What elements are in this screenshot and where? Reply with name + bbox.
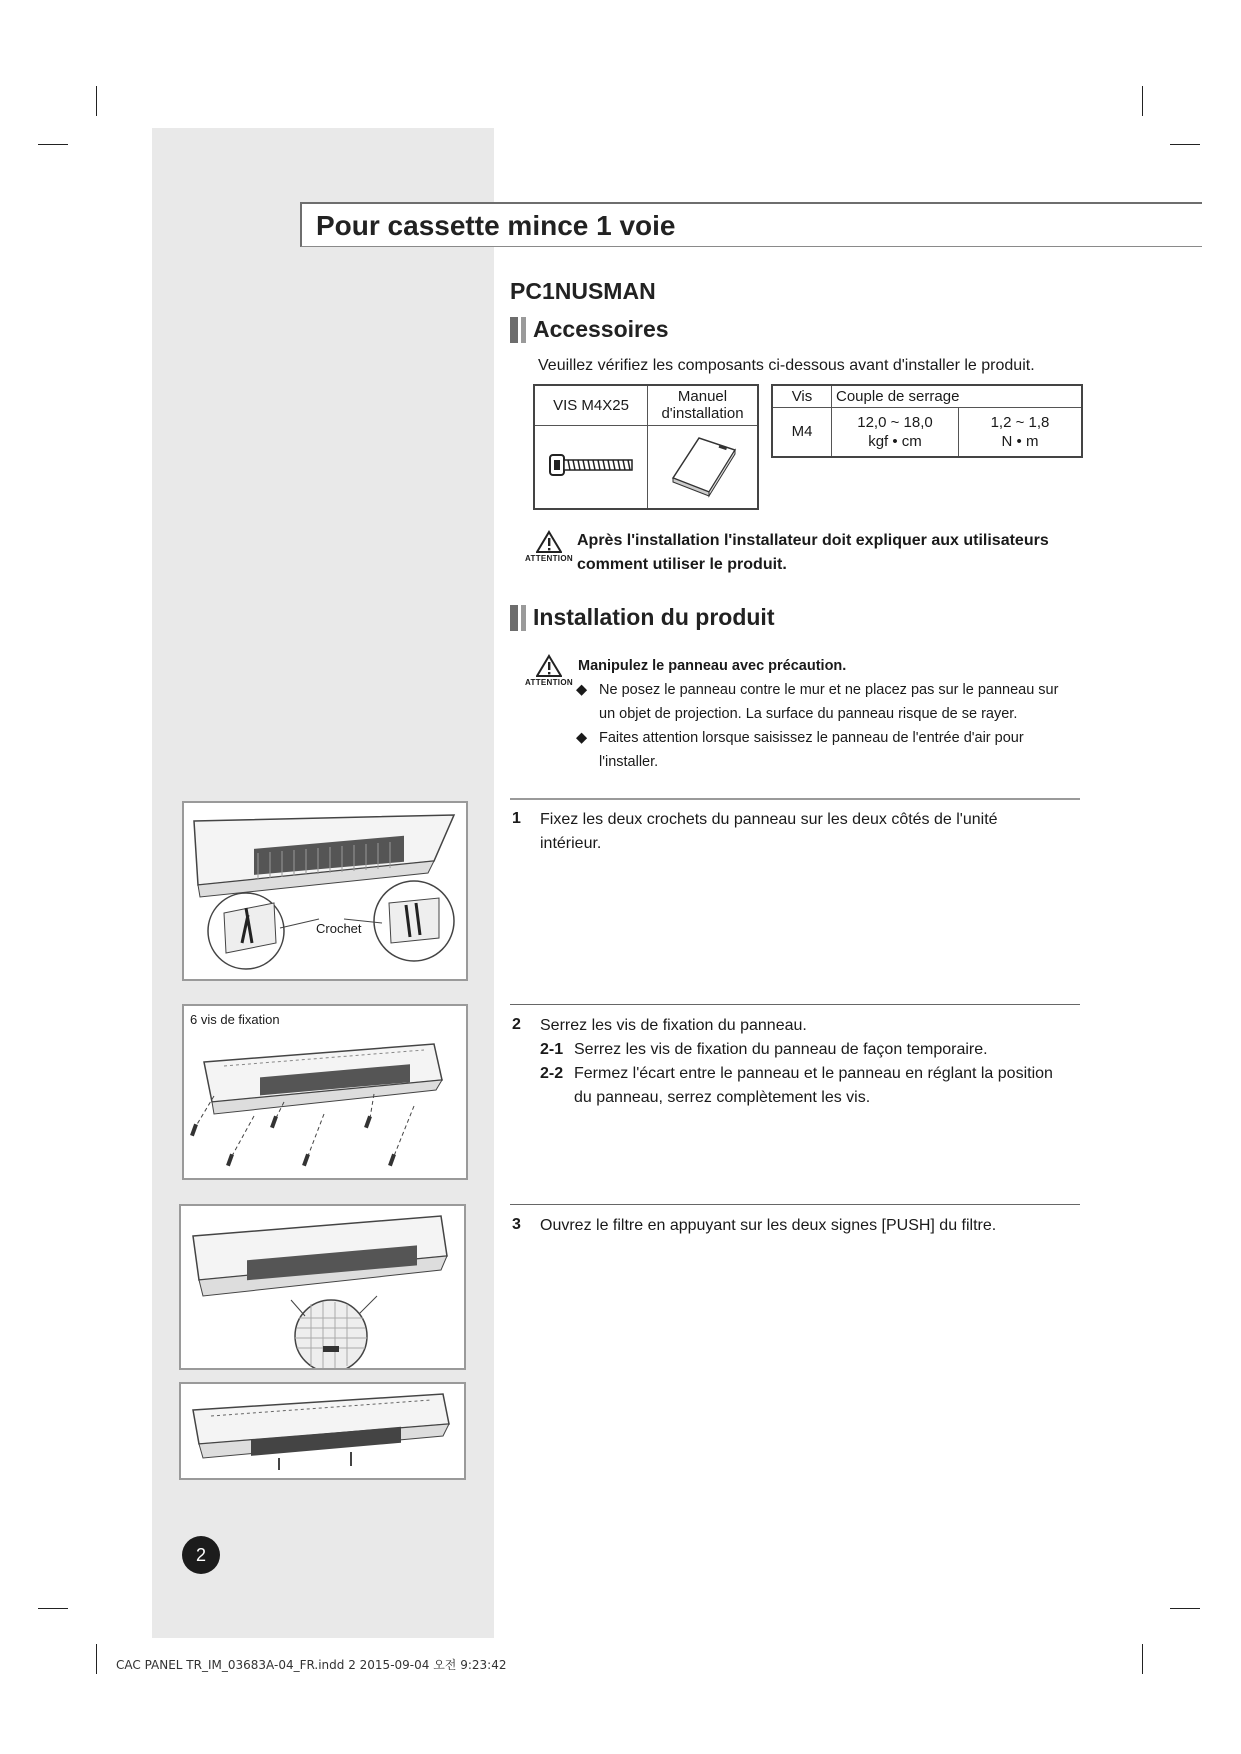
crop-mark bbox=[1142, 1644, 1143, 1674]
accessories-intro: Veuillez vérifiez les composants ci-dessous avant d'installer le produit. bbox=[538, 357, 1035, 374]
title-box bbox=[300, 202, 1202, 247]
crop-mark bbox=[96, 1644, 97, 1674]
torque-kgf-unit: kgf • cm bbox=[868, 432, 922, 450]
page-number-badge: 2 bbox=[182, 1536, 220, 1574]
accessories-heading bbox=[510, 316, 669, 343]
attention-label: ATTENTION bbox=[525, 678, 573, 687]
screws-label: 6 vis de fixation bbox=[190, 1012, 280, 1027]
torque-nm-unit: N • m bbox=[1001, 432, 1039, 450]
step-number: 3 bbox=[512, 1216, 521, 1233]
torque-nm bbox=[959, 407, 1083, 457]
crop-mark bbox=[1170, 1608, 1200, 1609]
bullet-line: Faites attention lorsque saisissez le panneau de l'entrée d'air pour bbox=[599, 730, 1024, 746]
torque-kgf bbox=[832, 407, 959, 457]
step-divider bbox=[510, 1004, 1080, 1005]
torque-kgf-value: 12,0 ~ 18,0 bbox=[857, 413, 933, 431]
attention-text bbox=[577, 529, 1049, 577]
hook-label: Crochet bbox=[316, 921, 362, 936]
attention-title: Manipulez le panneau avec précaution. bbox=[578, 658, 847, 674]
filter-push-illustration bbox=[181, 1206, 464, 1368]
screw-icon bbox=[534, 425, 648, 509]
sub-step-line: Serrez les vis de fixation du panneau de façon temporaire. bbox=[574, 1041, 988, 1058]
crop-mark bbox=[1170, 144, 1200, 145]
torque-header-couple: Couple de serrage bbox=[832, 385, 1083, 407]
attention-line: Après l'installation l'installateur doit expliquer aux utilisateurs bbox=[577, 532, 1049, 549]
accessory-name: Manuel d'installation bbox=[648, 385, 759, 425]
panel-hook-illustration bbox=[184, 803, 466, 979]
torque-nm-value: 1,2 ~ 1,8 bbox=[990, 413, 1050, 431]
sub-step-line: du panneau, serrez complètement les vis. bbox=[574, 1089, 871, 1106]
step-number: 1 bbox=[512, 810, 521, 827]
figure-filter-open bbox=[179, 1382, 466, 1480]
warning-triangle-icon bbox=[536, 530, 562, 554]
attention-bullet bbox=[578, 678, 1098, 726]
bullet-line: Ne posez le panneau contre le mur et ne placez pas sur le panneau sur bbox=[599, 682, 1059, 698]
step-line: intérieur. bbox=[540, 835, 602, 852]
manual-icon bbox=[648, 425, 759, 509]
torque-screw: M4 bbox=[772, 407, 832, 457]
accessories-table bbox=[533, 384, 759, 510]
page-title: Pour cassette mince 1 voie bbox=[316, 210, 676, 241]
warning-triangle-icon bbox=[536, 654, 562, 678]
accessory-name: VIS M4X25 bbox=[534, 385, 648, 425]
torque-header-screw: Vis bbox=[772, 385, 832, 407]
heading-bar-icon bbox=[521, 605, 526, 631]
installation-heading-text: Installation du produit bbox=[533, 604, 775, 630]
installation-heading bbox=[510, 604, 774, 631]
torque-table bbox=[771, 384, 1083, 458]
panel-screws-illustration bbox=[184, 1006, 466, 1178]
figure-screws bbox=[182, 1004, 468, 1180]
step-divider bbox=[510, 1204, 1080, 1205]
bullet-line: un objet de projection. La surface du panneau risque de se rayer. bbox=[599, 706, 1018, 722]
accessories-heading-text: Accessoires bbox=[533, 316, 669, 342]
step-divider bbox=[510, 798, 1080, 800]
installation-attention-text bbox=[578, 654, 1098, 774]
step-text bbox=[540, 808, 998, 856]
attention-line: comment utiliser le produit. bbox=[577, 556, 787, 573]
crop-mark bbox=[1142, 86, 1143, 116]
heading-bar-icon bbox=[521, 317, 526, 343]
footer-slug: CAC PANEL TR_IM_03683A-04_FR.indd 2 2015-09-04 오전 9:23:42 bbox=[116, 1658, 507, 1672]
step-line: Serrez les vis de fixation du panneau. bbox=[540, 1017, 807, 1034]
figure-hooks bbox=[182, 801, 468, 981]
figure-filter-push bbox=[179, 1204, 466, 1370]
step-text bbox=[540, 1214, 996, 1238]
sub-step-line: Fermez l'écart entre le panneau et le panneau en réglant la position bbox=[574, 1065, 1053, 1082]
sub-step bbox=[540, 1038, 1080, 1062]
sub-step-number: 2-1 bbox=[540, 1041, 564, 1058]
sub-step-number: 2-2 bbox=[540, 1065, 564, 1082]
step-line: Ouvrez le filtre en appuyant sur les deux signes [PUSH] du filtre. bbox=[540, 1217, 997, 1234]
diamond-bullet-icon: ◆ bbox=[576, 730, 588, 746]
heading-bar-icon bbox=[510, 317, 518, 343]
attention-block bbox=[524, 654, 574, 687]
crop-mark bbox=[96, 86, 97, 116]
attention-block bbox=[524, 530, 574, 563]
step-text bbox=[540, 1014, 1080, 1110]
step-line: Fixez les deux crochets du panneau sur les deux côtés de l'unité bbox=[540, 811, 998, 828]
filter-open-illustration bbox=[181, 1384, 464, 1478]
crop-mark bbox=[38, 1608, 68, 1609]
heading-bar-icon bbox=[510, 605, 518, 631]
attention-label: ATTENTION bbox=[525, 554, 573, 563]
model-name: PC1NUSMAN bbox=[510, 278, 656, 304]
step-number: 2 bbox=[512, 1016, 521, 1033]
sub-step bbox=[540, 1062, 1080, 1110]
bullet-line: l'installer. bbox=[599, 754, 659, 770]
attention-bullet bbox=[578, 726, 1098, 774]
diamond-bullet-icon: ◆ bbox=[576, 682, 588, 698]
crop-mark bbox=[38, 144, 68, 145]
